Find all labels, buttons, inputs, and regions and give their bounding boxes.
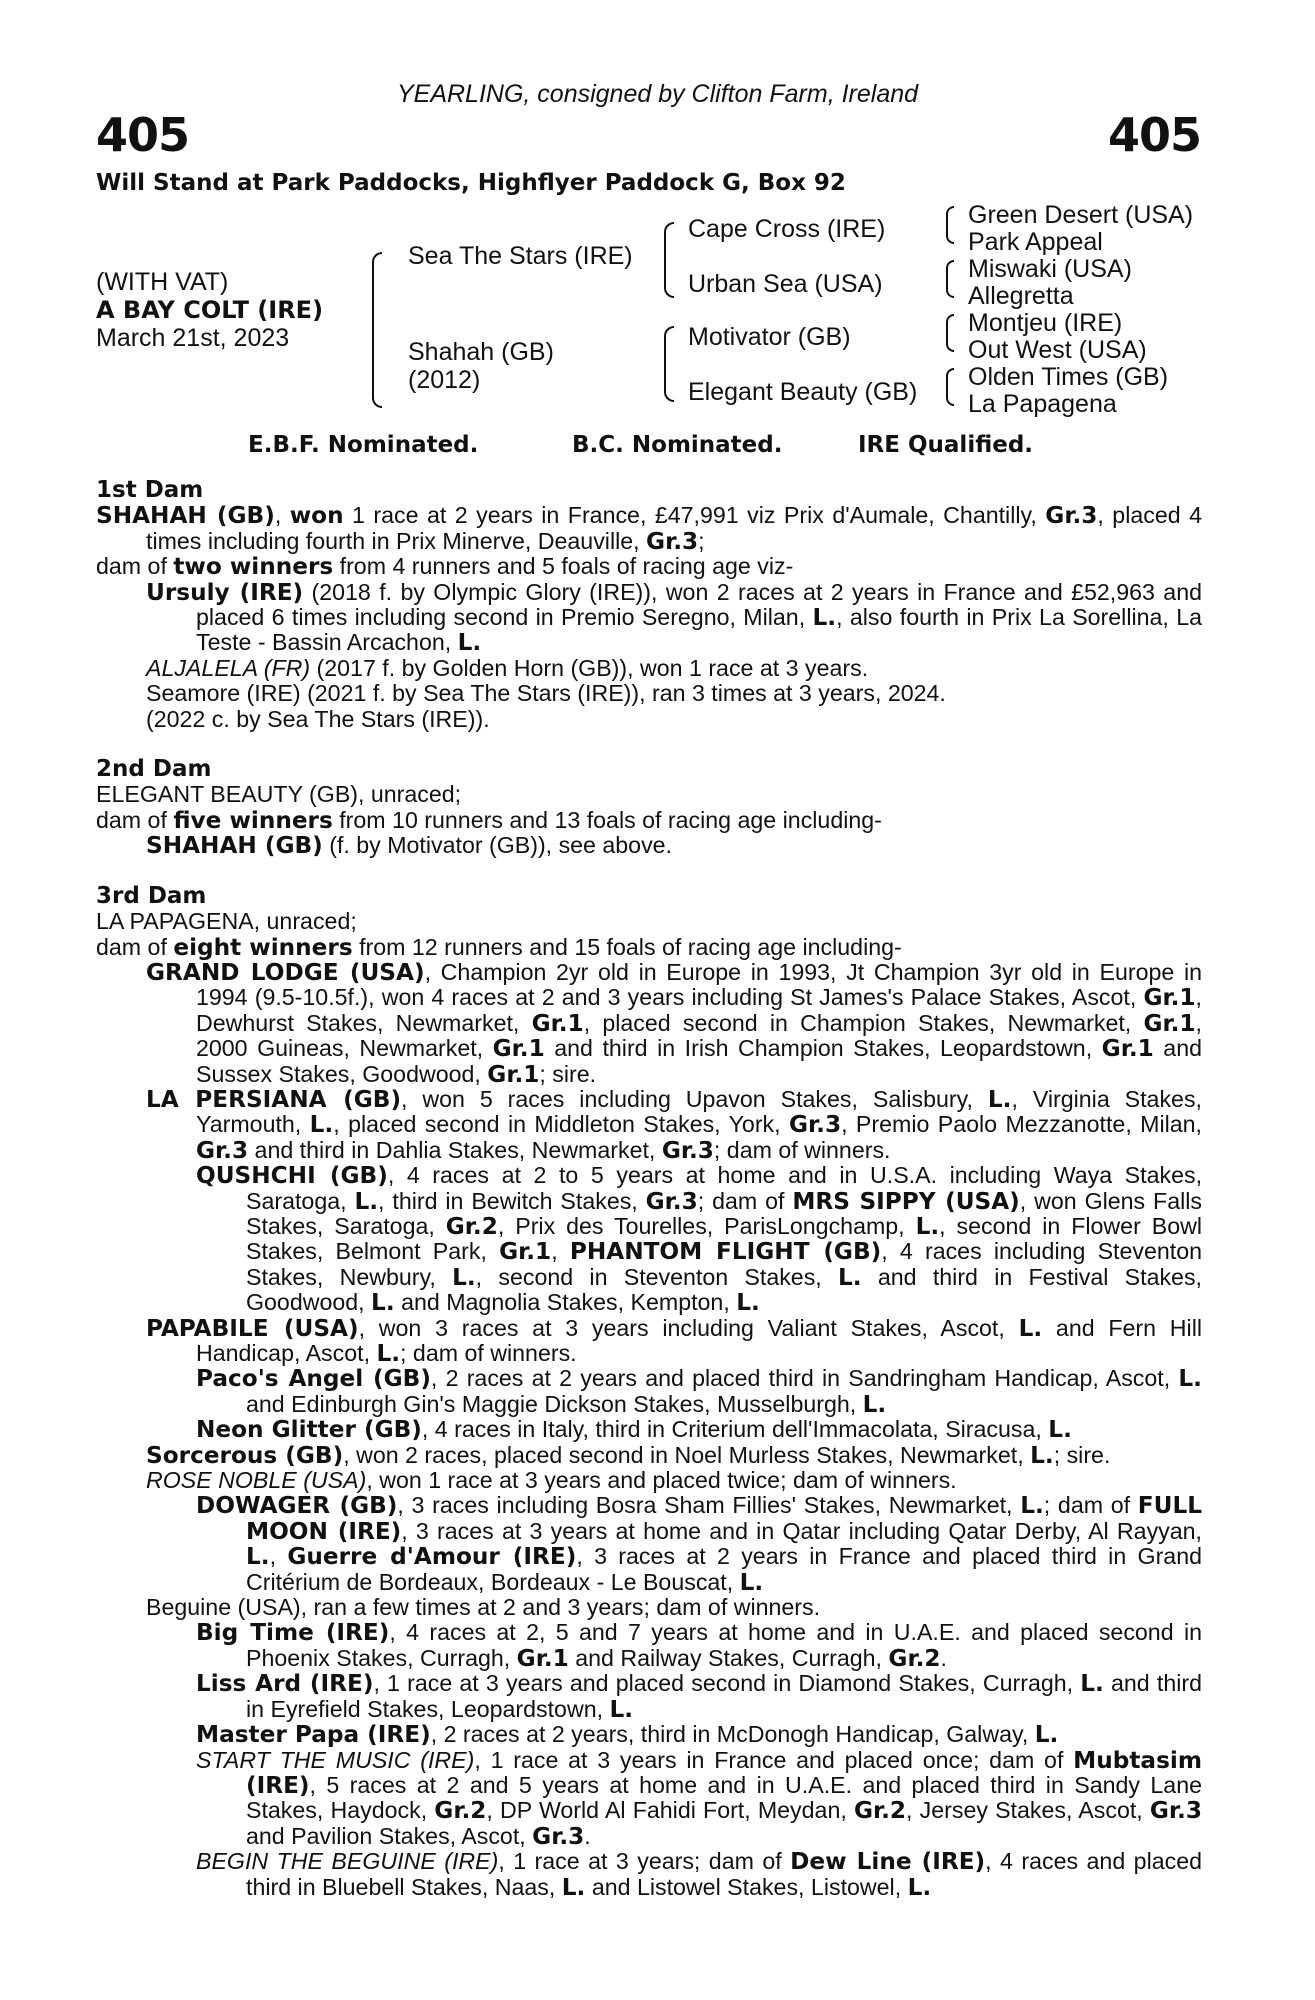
gen3-name-7: Olden Times (GB): [968, 363, 1169, 391]
bold-run: Gr.3: [646, 527, 699, 555]
text-run: and Edinburgh Gin's Maggie Dickson Stakes, Musselburgh,: [246, 1390, 863, 1417]
bold-run: L.: [354, 1187, 379, 1215]
text-run: .: [584, 1822, 591, 1849]
bold-run: Big Time (IRE): [196, 1619, 390, 1647]
text-run: , 4 races and placed third in Bluebell Stakes, Naas,: [246, 1848, 1202, 1900]
bold-run: Gr.1: [492, 1035, 545, 1063]
sire-dam-name: Urban Sea (USA): [688, 270, 883, 298]
sire-name: Sea The Stars (IRE): [408, 242, 633, 270]
text-run: ; sire.: [1053, 1441, 1111, 1468]
produce-grand-lodge: [146, 960, 1202, 1087]
gen3-name-1: Green Desert (USA): [968, 201, 1194, 229]
text-run: from 4 runners and 5 foals of racing age viz-: [333, 553, 794, 580]
pedigree-brace-dam: [664, 326, 674, 402]
bold-run: Gr.1: [487, 1060, 540, 1088]
text-run: and third in Dahlia Stakes, Newmarket,: [248, 1136, 662, 1163]
text-run: , placed 4 times including fourth in Prix Minerve, Deauville,: [146, 502, 1202, 554]
bold-run: Gr.3: [645, 1187, 698, 1215]
text-run: , 4 races including Steventon Stakes, Newbury,: [246, 1238, 1203, 1290]
bold-run: Ursuly (IRE): [146, 578, 304, 606]
text-run: ;: [698, 527, 705, 554]
bold-run: two winners: [173, 553, 334, 581]
dam-year: (2012): [408, 366, 481, 394]
produce-dowager: [196, 1493, 1202, 1595]
produce-sorcerous: [146, 1443, 1202, 1468]
horse-name: A BAY COLT (IRE): [96, 296, 324, 324]
bold-run: SHAHAH (GB): [146, 832, 323, 860]
bold-run: SHAHAH (GB): [96, 502, 275, 530]
pedigree-brace-g4: [946, 368, 954, 406]
pedigree-brace-g3: [946, 314, 954, 352]
text-run: and third in Festival Stakes, Goodwood,: [246, 1263, 1202, 1316]
gen3-name-2: Park Appeal: [968, 228, 1103, 256]
produce-neon-glitter: [196, 1417, 1202, 1442]
lot-number-right: 405: [1107, 108, 1201, 162]
third-dam-record: [96, 909, 1202, 934]
produce-shahah: [146, 833, 1202, 858]
text-run: ,: [551, 1238, 570, 1265]
text-run: , won 5 races including Upavon Stakes, Salisbury,: [401, 1085, 988, 1112]
text-run: Beguine (USA), ran a few times at 2 and 3 years; dam of winners.: [146, 1594, 821, 1621]
text-run: and Railway Stakes, Curragh,: [568, 1644, 889, 1671]
produce-beguine: [146, 1595, 1202, 1620]
bold-run: Gr.2: [888, 1644, 941, 1672]
bold-run: Gr.3: [1149, 1797, 1202, 1825]
text-run: , 2 races at 2 years, third in McDonogh Handicap, Galway,: [430, 1721, 1035, 1748]
text-run: , DP World Al Fahidi Fort, Meydan,: [486, 1797, 854, 1824]
bold-run: Gr.3: [661, 1136, 714, 1164]
text-run: , placed second in Champion Stakes, Newmarket,: [583, 1009, 1144, 1036]
lot-subtitle: YEARLING, consigned by Clifton Farm, Ireland: [396, 80, 919, 108]
bold-run: L.: [371, 1289, 395, 1317]
text-run: , won 2 races, placed second in Noel Murless Stakes, Newmarket,: [343, 1441, 1031, 1468]
text-run: (2018 f. by Olympic Glory (IRE)), won 2 races at 2 years in France and £52,963 and placed 6 times including second in Premio Seregno, Milan,: [196, 578, 1202, 631]
text-run: .: [940, 1644, 947, 1671]
text-run: , Jersey Stakes, Ascot,: [906, 1797, 1150, 1824]
gen3-name-3: Miswaki (USA): [968, 255, 1132, 283]
text-run: Seamore (IRE) (2021 f. by Sea The Stars (IRE)), ran 3 times at 3 years, 2024.: [146, 680, 946, 707]
italic-run: ALJALELA (FR): [146, 654, 311, 681]
bold-run: L.: [1178, 1365, 1202, 1393]
first-dam-title: 1st Dam: [96, 477, 204, 503]
text-run: , 3 races at 2 years in France and placed third in Grand Critérium de Bordeaux, Bordeaux - Le Bouscat,: [246, 1543, 1202, 1595]
text-run: ; dam of winners.: [713, 1136, 891, 1163]
bold-run: Dew Line (IRE): [790, 1848, 986, 1876]
text-run: , won 3 races at 3 years including Valiant Stakes, Ascot,: [358, 1314, 1019, 1341]
bold-run: L.: [739, 1568, 764, 1596]
text-run: ; dam of winners.: [400, 1340, 577, 1366]
vat-note: (WITH VAT): [96, 268, 229, 296]
text-run: and Magnolia Stakes, Kempton,: [394, 1289, 737, 1316]
bold-run: Master Papa (IRE): [196, 1721, 431, 1749]
bold-run: Neon Glitter (GB): [196, 1416, 422, 1444]
bold-run: Gr.3: [788, 1111, 842, 1139]
bold-run: PAPABILE (USA): [146, 1314, 359, 1342]
text-run: from 12 runners and 15 foals of racing age including-: [352, 933, 902, 960]
text-run: , also fourth in Prix La Sorellina, La Teste - Bassin Arcachon,: [196, 604, 1202, 656]
text-run: , Dewhurst Stakes, Newmarket,: [196, 984, 1202, 1036]
produce-rose-noble: [146, 1468, 1202, 1493]
text-run: and Sussex Stakes, Goodwood,: [196, 1035, 1202, 1087]
text-run: , 1 race at 3 years and placed second in Diamond Stakes, Curragh,: [373, 1670, 1081, 1697]
text-run: , won Glens Falls Stakes, Saratoga,: [246, 1187, 1202, 1239]
catalogue-body: [96, 478, 1202, 1900]
bold-run: L.: [915, 1212, 940, 1240]
bold-run: L.: [736, 1289, 760, 1317]
text-run: and Fern Hill Handicap, Ascot,: [196, 1314, 1202, 1366]
bold-run: Guerre d'Amour (IRE): [287, 1543, 577, 1571]
dam-name: Shahah (GB): [408, 338, 554, 366]
bold-run: PHANTOM FLIGHT (GB): [569, 1238, 882, 1266]
second-dam-title: 2nd Dam: [96, 756, 212, 783]
text-run: dam of: [96, 806, 174, 833]
bold-run: Paco's Angel (GB): [196, 1365, 431, 1393]
bold-run: eight winners: [173, 933, 353, 961]
second-dam-produce-summary: [96, 808, 1202, 833]
bold-run: Gr.1: [1143, 984, 1196, 1012]
foaling-date: March 21st, 2023: [96, 324, 290, 352]
text-run: and third in Eyrefield Stakes, Leopardstown,: [246, 1670, 1202, 1722]
italic-run: BEGIN THE BEGUINE (IRE): [196, 1848, 499, 1875]
produce-master-papa: [196, 1722, 1202, 1747]
text-run: , 1 race at 3 years in France and placed once; dam of: [474, 1746, 1074, 1773]
bold-run: Gr.3: [532, 1822, 585, 1850]
third-dam-title: 3rd Dam: [96, 882, 207, 909]
bold-run: Liss Ard (IRE): [196, 1670, 374, 1698]
text-run: , Premio Paolo Mezzanotte, Milan,: [841, 1111, 1202, 1138]
bold-run: L.: [1034, 1721, 1059, 1749]
bold-run: GRAND LODGE (USA): [146, 958, 425, 986]
first-dam-produce-summary: [96, 554, 1202, 579]
bold-run: L.: [1020, 1492, 1044, 1520]
text-run: , 2 races at 2 years and placed third in Sandringham Handicap, Ascot,: [430, 1365, 1179, 1392]
text-run: , 4 races at 2 to 5 years at home and in U.S.A. including Waya Stakes, Saratoga,: [246, 1162, 1203, 1214]
bold-run: Gr.2: [445, 1212, 498, 1240]
bold-run: Gr.1: [1101, 1035, 1154, 1063]
bold-run: QUSHCHI (GB): [196, 1162, 388, 1190]
text-run: from 10 runners and 13 foals of racing age including-: [332, 806, 882, 833]
bold-run: LA PERSIANA (GB): [146, 1085, 402, 1113]
produce-papabile: [146, 1316, 1202, 1367]
text-run: ,: [269, 1543, 288, 1570]
bold-run: FULL MOON (IRE): [246, 1492, 1203, 1545]
produce-pacos-angel: [196, 1366, 1202, 1417]
dam-dam-name: Elegant Beauty (GB): [688, 378, 918, 406]
produce-seamore: [146, 681, 1202, 706]
bold-run: Gr.3: [1045, 502, 1098, 530]
bold-run: L.: [987, 1085, 1012, 1113]
bold-run: Gr.2: [853, 1797, 907, 1825]
text-run: (2017 f. by Golden Horn (GB)), won 1 race at 3 years.: [310, 654, 869, 681]
text-run: , won 1 race at 3 years and placed twice; dam of winners.: [366, 1467, 957, 1494]
text-run: and Listowel Stakes, Listowel,: [585, 1873, 908, 1900]
bold-run: Gr.2: [434, 1797, 487, 1825]
bold-run: L.: [452, 1263, 476, 1291]
text-run: (f. by Motivator (GB)), see above.: [322, 832, 673, 859]
bold-run: L.: [838, 1263, 862, 1291]
bold-run: Gr.1: [531, 1009, 584, 1037]
bold-run: L.: [1080, 1670, 1104, 1698]
pedigree-brace-g1: [946, 206, 954, 244]
bold-run: L.: [1018, 1314, 1043, 1342]
text-run: and third in Irish Champion Stakes, Leopardstown,: [544, 1035, 1102, 1062]
text-run: ELEGANT BEAUTY (GB), unraced;: [96, 781, 462, 808]
pedigree-brace-main: [372, 252, 382, 408]
produce-aljalela: [146, 656, 1202, 681]
text-run: dam of: [96, 933, 174, 960]
pedigree-brace-sire: [664, 222, 674, 298]
ire-qualified: IRE Qualified.: [858, 432, 1034, 458]
stable-location: Will Stand at Park Paddocks, Highflyer Paddock G, Box 92: [96, 170, 846, 196]
text-run: , 4 races at 2, 5 and 7 years at home and in U.A.E. and placed second in Phoenix Stakes, Curragh,: [246, 1619, 1202, 1671]
bold-run: DOWAGER (GB): [196, 1492, 398, 1520]
bold-run: L.: [1030, 1441, 1054, 1469]
text-run: , second in Flower Bowl Stakes, Belmont Park,: [246, 1212, 1202, 1265]
bold-run: Sorcerous (GB): [146, 1441, 344, 1469]
third-dam-produce-summary: [96, 935, 1202, 960]
bold-run: L.: [862, 1390, 887, 1418]
gen3-name-5: Montjeu (IRE): [968, 309, 1123, 337]
text-run: , 3 races at 3 years at home and in Qatar including Qatar Derby, Al Rayyan,: [401, 1517, 1202, 1544]
bold-run: L.: [812, 604, 837, 632]
text-run: dam of: [96, 553, 174, 580]
text-run: , 1 race at 3 years; dam of: [498, 1848, 791, 1875]
second-dam-record: [96, 782, 1202, 807]
text-run: , 4 races in Italy, third in Criterium dell'Immacolata, Siracusa,: [421, 1416, 1049, 1443]
text-run: , Champion 2yr old in Europe in 1993, Jt Champion 3yr old in Europe in 1994 (9.5-10.5f.), won 4 races at 2 and 3 years including St James's Palace Stakes, Ascot,: [196, 958, 1202, 1011]
text-run: , Virginia Stakes, Yarmouth,: [196, 1085, 1202, 1138]
bold-run: L.: [376, 1340, 401, 1367]
bold-run: won: [289, 502, 344, 530]
produce-liss-ard: [196, 1671, 1202, 1722]
gen3-name-8: La Papagena: [968, 390, 1117, 418]
lot-number-left: 405: [96, 108, 190, 162]
pedigree-brace-g2: [946, 260, 954, 298]
bold-run: Gr.3: [196, 1136, 249, 1164]
sire-sire-name: Cape Cross (IRE): [688, 215, 886, 243]
text-run: , 5 races at 2 and 5 years at home and in U.A.E. and placed third in Sandy Lane Stakes, Haydock,: [246, 1771, 1202, 1824]
produce-begin-the-beguine: [196, 1849, 1202, 1900]
text-run: , third in Bewitch Stakes,: [378, 1187, 646, 1214]
bold-run: L.: [907, 1873, 932, 1901]
text-run: , placed second in Middleton Stakes, York,: [333, 1111, 789, 1138]
first-dam-record: [96, 503, 1202, 554]
text-run: ; dam of: [1043, 1492, 1138, 1519]
text-run: 1 race at 2 years in France, £47,991 viz Prix d'Aumale, Chantilly,: [343, 502, 1046, 529]
bold-run: L.: [309, 1111, 334, 1139]
text-run: ; sire.: [539, 1060, 597, 1087]
produce-qushchi: [196, 1163, 1202, 1315]
gen3-name-4: Allegretta: [968, 282, 1074, 310]
bold-run: Gr.1: [499, 1238, 552, 1266]
text-run: , Prix des Tourelles, ParisLongchamp,: [497, 1212, 916, 1239]
bold-run: L.: [457, 629, 482, 657]
produce-2022-colt: [146, 707, 1202, 732]
bold-run: MRS SIPPY (USA): [792, 1187, 1020, 1215]
produce-big-time: [196, 1620, 1202, 1671]
text-run: , 2000 Guineas, Newmarket,: [196, 1009, 1202, 1062]
dam-sire-name: Motivator (GB): [688, 323, 851, 351]
bold-run: Gr.1: [1143, 1009, 1196, 1037]
bold-run: L.: [1048, 1416, 1072, 1444]
bold-run: five winners: [173, 806, 333, 834]
bold-run: Mubtasim (IRE): [246, 1746, 1202, 1799]
text-run: and Pavilion Stakes, Ascot,: [246, 1822, 533, 1849]
bold-run: L.: [609, 1695, 634, 1723]
text-run: ,: [274, 502, 290, 529]
text-run: (2022 c. by Sea The Stars (IRE)).: [146, 705, 490, 732]
produce-start-the-music: [196, 1748, 1202, 1850]
gen3-name-6: Out West (USA): [968, 336, 1147, 364]
bold-run: Gr.1: [516, 1644, 569, 1672]
bold-run: L.: [246, 1543, 270, 1571]
italic-run: START THE MUSIC (IRE): [196, 1746, 475, 1773]
ebf-nomination: E.B.F. Nominated.: [248, 432, 479, 458]
produce-la-persiana: [146, 1087, 1202, 1163]
text-run: ; dam of: [697, 1187, 793, 1214]
produce-ursuly: [146, 580, 1202, 656]
bold-run: L.: [561, 1873, 586, 1901]
text-run: , 3 races including Bosra Sham Fillies' Stakes, Newmarket,: [397, 1492, 1021, 1519]
italic-run: ROSE NOBLE (USA): [146, 1467, 367, 1494]
bc-nomination: B.C. Nominated.: [572, 432, 783, 458]
text-run: LA PAPAGENA, unraced;: [96, 908, 357, 935]
text-run: , second in Steventon Stakes,: [475, 1263, 839, 1290]
